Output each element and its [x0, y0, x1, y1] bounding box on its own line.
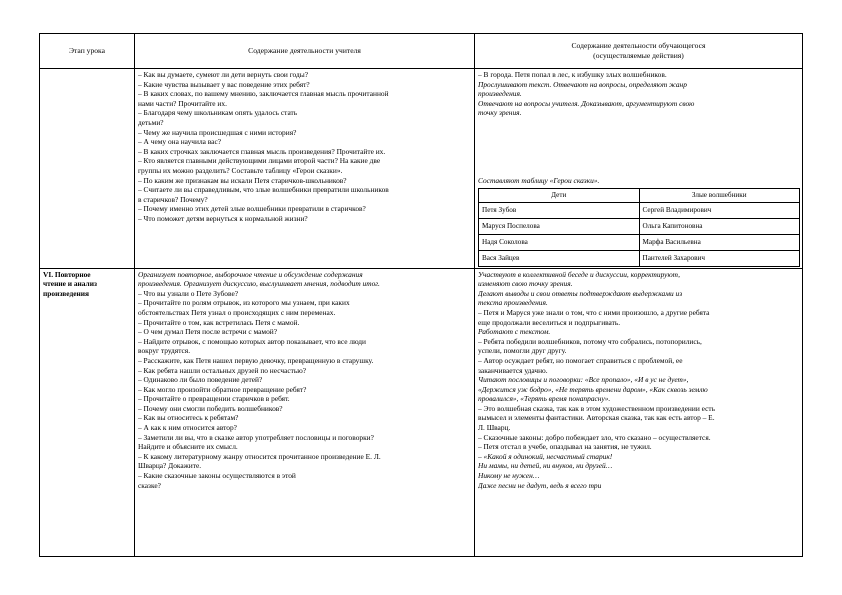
heroes-table [478, 188, 800, 267]
repeat-teacher-line: – Какие сказочные законы осуществляются в этой [138, 471, 296, 481]
work-teacher-line: – Какие чувства вызывает у вас поведение этих ребят? [138, 79, 310, 89]
work-teacher-line: – Благодаря чему школьникам опять удалось стать [138, 108, 298, 118]
work-student-lines [478, 70, 799, 118]
stage-subtitle-line: чтение и анализ [43, 279, 97, 289]
repeat-student-line: Читают пословицы и поговорки: «Все пропало», «И в ус не дует», [478, 375, 689, 385]
repeat-student-line: Работают с текстом. [478, 327, 551, 337]
work-student-line: – В города. Петя попал в лес, к избушку злых волшебников. [478, 70, 667, 79]
work-teacher-line: группы их можно разделить? Составьте таблицу «Герои сказки». [138, 165, 343, 175]
repeat-teacher-line: – Как вы относитесь к ребятам? [138, 413, 239, 423]
work-teacher-line: – Кто является главными действующими лицами второй части? На какие две [138, 156, 381, 166]
heroes-wizard: Ольга Капитоновна [639, 218, 800, 234]
header-student-line-2: (осуществляемые действия) [593, 51, 684, 60]
repeat-teacher-line: – Найдите отрывок, с помощью которых автор показывает, что все люди [138, 336, 366, 346]
heroes-header-children: Дети [479, 188, 640, 202]
lesson-plan-table [39, 33, 803, 557]
repeat-student-line: – «Какой я одинокий, несчастный старик! [478, 451, 613, 461]
repeat-teacher-line: вокруг трудятся. [138, 346, 191, 356]
repeat-student-line: еще продолжали веселиться и подпрыгивать. [478, 317, 621, 327]
stage-subtitle-line: произведения [43, 288, 90, 298]
header-stage: Этап урока [40, 34, 135, 69]
heroes-row [479, 202, 800, 218]
repeat-teacher-line: – Заметили ли вы, что в сказке автор употребляет пословицы и поговорки? [138, 432, 374, 442]
heroes-wizard: Марфа Васильевна [639, 234, 800, 250]
repeat-teacher-line: – Почему они смогли победить волшебников? [138, 403, 283, 413]
repeat-student-line: – Это волшебная сказка, так как в этом художественном произведении есть [478, 403, 715, 413]
repeat-student-lines [478, 270, 799, 491]
repeat-student-line: Ни мамы, ни детей, ни внуков, ни друзей… [478, 461, 613, 471]
heroes-child: Вася Зайцев [479, 250, 640, 266]
work-teacher-line: – Чему же научила происшедшая с ними история? [138, 127, 297, 137]
repeat-teacher-line: – К какому литературному жанру относится прочитанное произведение Е. Л. [138, 451, 381, 461]
repeat-teacher-line: – Что вы узнали о Пете Зубове? [138, 288, 239, 298]
repeat-teacher-line: – Как ребята нашли остальных друзей по несчастью? [138, 365, 307, 375]
repeat-teacher-line: Шварца? Докажите. [138, 461, 202, 471]
repeat-student-line: – Сказочные законы: добро побеждает зло, что сказано – осуществляется. [478, 432, 711, 442]
repeat-student-line: Л. Шварц. [478, 423, 511, 433]
heroes-child: Петя Зубов [479, 202, 640, 218]
repeat-student-line: Участвуют в коллективной беседе и дискуссии, корректируют, [478, 269, 681, 279]
repeat-student-line: успели, помогли друг другу. [478, 346, 567, 356]
header-student-activity [475, 34, 803, 69]
header-student-line-1: Содержание деятельности обучающегося [571, 41, 706, 50]
heroes-wizard: Пантелей Захарович [639, 250, 800, 266]
header-row [40, 34, 803, 69]
repeat-student-line: Даже песни не дадут, ведь я всего три [478, 480, 602, 490]
repeat-student-line: текста произведения. [478, 298, 548, 308]
work-teacher-cell [135, 69, 475, 269]
repeat-teacher-cell [135, 268, 475, 556]
repeat-teacher-line: – Одинаково ли было поведение детей? [138, 375, 263, 385]
work-student-line: Прослушивают текст. Отвечают на вопросы, определяют жанр [478, 79, 687, 89]
repeat-student-line: – Петя отстал в учебе, опаздывал на занятия, не тужил. [478, 442, 652, 452]
repeat-stage-cell [40, 268, 135, 556]
repeat-teacher-line: – Как могло произойти обратное превращение ребят? [138, 384, 307, 394]
repeat-student-line: – Петя и Маруся уже знали о том, что с ними произошло, а другие ребята [478, 307, 710, 317]
repeat-student-line: Никому не нужен… [478, 471, 540, 481]
heroes-row [479, 250, 800, 266]
work-teacher-line: – В каких словах, по вашему мнению, заключается главная мысль прочитанной [138, 89, 389, 99]
work-row [40, 69, 803, 269]
work-teacher-line: – По каким же признакам вы искали Петя старичков-школьников? [138, 175, 347, 185]
repeat-student-line: «Держится уж бодро», «Не терять времени даром», «Как сквозь землю [478, 384, 708, 394]
repeat-teacher-line: – Прочитайте по ролям отрывок, из которого мы узнаем, при каких [138, 298, 350, 308]
header-teacher-activity: Содержание деятельности учителя [135, 34, 475, 69]
heroes-child: Надя Соколова [479, 234, 640, 250]
work-teacher-line: – Почему именно этих детей злые волшебники превратили в старичков? [138, 204, 366, 214]
work-teacher-line: нами части? Прочитайте их. [138, 98, 227, 108]
work-teacher-line: – Считаете ли вы справедливым, что злые волшебники превратили школьников [138, 185, 389, 195]
repeat-teacher-line: обстоятельствах Петя узнал о происходящих с ним переменах. [138, 307, 336, 317]
repeat-teacher-line: произведения. Организует дискуссию, выслушивает мнения, подводит итог. [138, 279, 380, 289]
spacer [478, 118, 799, 176]
work-teacher-line: – Что поможет детям вернуться к нормальной жизни? [138, 213, 308, 223]
repeat-student-cell [475, 268, 803, 556]
repeat-teacher-line: Найдите и объясните их смысл. [138, 442, 238, 452]
repeat-student-line: изменяют свою точку зрения. [478, 279, 573, 289]
repeat-teacher-line: Организует повторное, выборочное чтение и обсуждение содержания [138, 269, 363, 279]
repeat-teacher-line: – А как к ним относится автор? [138, 423, 237, 433]
heroes-row [479, 218, 800, 234]
work-teacher-line: – В каких строчках заключается главная мысль произведения? Прочитайте их. [138, 146, 386, 156]
heroes-header-wizards: Злые волшебники [639, 188, 800, 202]
work-student-line: точку зрения. [478, 108, 522, 118]
repeat-teacher-line: сказке? [138, 480, 161, 490]
repeat-teacher-line: – Прочитайте о превращении старичков в ребят. [138, 394, 290, 404]
work-student-line: произведения. [478, 89, 522, 99]
work-teacher-line: – А чему она научила вас? [138, 137, 221, 147]
work-student-cell [475, 69, 803, 269]
work-teacher-line: детьми? [138, 117, 164, 127]
repeat-student-line: – Ребята победили волшебников, потому что собрались, потопорились, [478, 336, 702, 346]
repeat-student-line: провалился», «Терять время понапрасну». [478, 394, 611, 404]
repeat-reading-row [40, 268, 803, 556]
repeat-teacher-lines [138, 270, 471, 491]
repeat-student-line: – Автор осуждает ребят, но помогает справиться с проблемой, ее [478, 355, 683, 365]
repeat-student-line: заканчивается удачно. [478, 365, 548, 375]
work-teacher-line: – Как вы думаете, сумеют ли дети вернуть свои годы? [138, 70, 309, 79]
work-student-line: Отвечают на вопросы учителя. Доказывают, аргументируют свою [478, 98, 695, 108]
heroes-row [479, 234, 800, 250]
repeat-teacher-line: – О чем думал Петя после встречи с мамой? [138, 327, 278, 337]
heroes-wizard: Сергей Владимирович [639, 202, 800, 218]
work-teacher-line: в старичков? Почему? [138, 194, 208, 204]
work-stage-cell [40, 69, 135, 269]
heroes-child: Маруся Поспелова [479, 218, 640, 234]
repeat-student-line: Делают выводы и свои ответы подтверждают выдержками из [478, 288, 683, 298]
repeat-student-line: вымысел и элементы фантастики. Авторская сказка, так как есть автор – Е. [478, 413, 715, 423]
repeat-teacher-line: – Прочитайте о том, как встретилась Петя с мамой. [138, 317, 300, 327]
heroes-table-caption: Составляют таблицу «Герои сказки». [478, 175, 600, 185]
stage-title: VI. Повторное [43, 269, 91, 279]
heroes-header-row [479, 188, 800, 202]
repeat-teacher-line: – Расскажите, как Петя нашел первую девочку, превращенную в старушку. [138, 355, 374, 365]
